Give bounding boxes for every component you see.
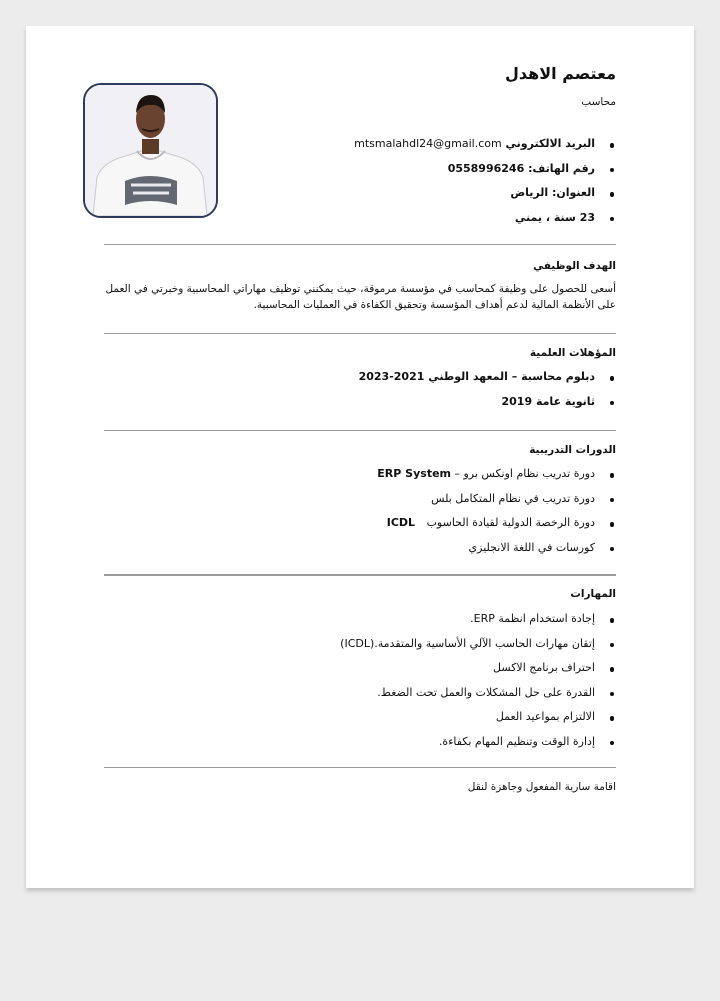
objective-heading: الهدف الوظيفي xyxy=(533,260,616,272)
skill-item: الالتزام بمواعيد العمل xyxy=(340,705,616,730)
contact-email xyxy=(354,132,616,157)
section-divider xyxy=(104,430,616,431)
contact-email-label: البريد الالكتروني xyxy=(505,137,595,150)
skills-heading: المهارات xyxy=(570,588,616,600)
candidate-name: معتصم الاهدل xyxy=(505,64,616,83)
contact-address xyxy=(354,181,616,206)
contact-phone-label: رقم الهاتف: xyxy=(528,161,595,175)
course-item xyxy=(377,462,616,487)
course-item xyxy=(377,536,616,561)
course-item xyxy=(377,487,616,512)
section-divider xyxy=(104,333,616,334)
courses-heading: الدورات التدريبية xyxy=(529,444,616,456)
course-item-tag: ERP System xyxy=(377,467,451,480)
course-item-text: دورة تدريب في نظام المتكامل بلس xyxy=(431,491,595,505)
course-item-text: كورسات في اللغة الانجليزي xyxy=(468,540,595,554)
courses-list xyxy=(377,462,616,560)
course-item-text: دورة تدريب نظام اونكس برو – xyxy=(454,467,595,480)
resume-page xyxy=(26,26,694,888)
contact-age-nationality xyxy=(354,206,616,231)
section-divider xyxy=(104,244,616,245)
skill-item: القدرة على حل المشكلات والعمل تحت الضغط. xyxy=(340,681,616,706)
profile-photo xyxy=(83,83,218,218)
objective-text: أسعى للحصول على وظيفة كمحاسب في مؤسسة مرموقة، حيث يمكنني توظيف مهاراتي المحاسبية وخبرتي في العمل على الأنظمة المالية لدعم أهداف المؤسسة وتحقيق الكفاءة في العمليات المحاسبية. xyxy=(105,283,616,311)
contact-list xyxy=(354,132,616,230)
skill-item: إتقان مهارات الحاسب الآلي الأساسية والمتقدمة.(ICDL) xyxy=(340,632,616,657)
education-heading: المؤهلات العلمية xyxy=(529,347,616,359)
section-divider xyxy=(104,574,616,576)
residency-note: اقامة سارية المفعول وجاهزة لنقل xyxy=(467,781,616,793)
education-item: ثانوية عامة 2019 xyxy=(359,390,616,415)
contact-address-label: العنوان: الرياض xyxy=(510,186,595,199)
course-item-tag: ICDL xyxy=(386,516,416,529)
contact-age-label: 23 سنة ، يمني xyxy=(514,210,595,224)
course-item-text: دورة الرخصة الدولية لقيادة الحاسوب xyxy=(426,516,595,529)
section-divider xyxy=(104,767,616,768)
contact-email-value: mtsmalahdl24@gmail.com xyxy=(354,137,502,150)
education-list xyxy=(359,365,616,414)
job-title: محاسب xyxy=(581,96,616,108)
course-item xyxy=(377,511,616,536)
education-item: دبلوم محاسبة – المعهد الوطني 2021-2023 xyxy=(359,365,616,390)
skill-item: إدارة الوقت وتنظيم المهام بكفاءة. xyxy=(340,730,616,755)
skill-item: احتراف برنامج الاكسل xyxy=(340,656,616,681)
contact-phone xyxy=(354,157,616,182)
person-avatar-icon xyxy=(85,85,216,216)
skills-list xyxy=(340,607,616,754)
skill-item: إجادة استخدام انظمة ERP. xyxy=(340,607,616,632)
contact-phone-value: 0558996246 xyxy=(447,161,525,175)
